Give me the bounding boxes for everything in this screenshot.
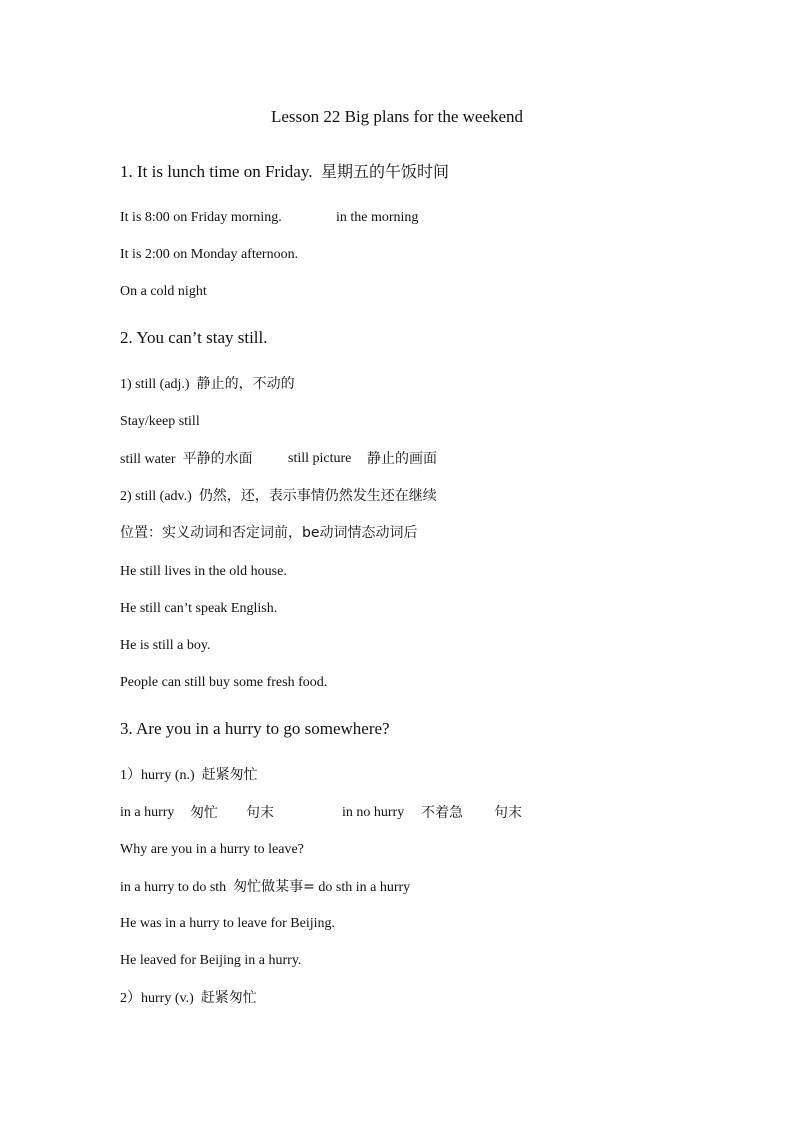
definition-label: 2) still (adv.) [120,489,192,504]
text-line: It is 2:00 on Monday afternoon. [120,247,299,262]
definition-cn: 仍然，还，表示事情仍然发生还在继续 [198,488,437,504]
definition-cn: 赶紧匆忙 [201,767,258,783]
phrase-cn: 平静的水面 [182,451,253,467]
phrase-en: in a hurry [120,805,175,820]
phrase-en: in a hurry to do sth [120,880,227,895]
position-note: 位置：实义动词和否定词前，be动词情态动词后 [120,525,418,541]
phrase-cn: 静止的画面 [367,451,437,467]
section-1-heading [120,161,449,183]
phrase-en: still picture [288,451,352,466]
phrase-en: in no hurry [342,805,405,820]
text-line: He was in a hurry to leave for Beijing. [120,916,335,931]
text-line [120,486,437,507]
section-2-heading: 2. You can’t stay still. [120,328,268,347]
text-line [120,449,437,470]
position-cn: 句末 [246,805,274,821]
position-cn: 句末 [494,805,522,821]
text-line [120,803,522,823]
text-line: Stay/keep still [120,414,200,429]
definition-label: 1）hurry (n.) [120,768,195,783]
phrase-en: do sth in a hurry [318,880,411,895]
example-sentence: It is 8:00 on Friday morning. [120,210,282,225]
phrase-cn: 匆忙 [190,805,218,821]
phrase-en: still water [120,452,176,467]
section-1-heading-cn: 星期五的午饭时间 [321,162,450,181]
text-line: He still can’t speak English. [120,601,278,616]
phrase-cn: 匆忙做某事= [233,879,315,895]
phrase-note: in the morning [336,210,419,225]
section-3-heading: 3. Are you in a hurry to go somewhere? [120,719,390,738]
text-line [120,765,258,786]
definition-cn: 静止的，不动的 [196,376,295,392]
section-1-heading-text: 1. It is lunch time on Friday. [120,162,313,181]
text-line [120,877,410,898]
text-line [120,988,257,1009]
document-title: Lesson 22 Big plans for the weekend [270,107,524,126]
text-line: He still lives in the old house. [120,564,287,579]
text-line [120,208,419,228]
definition-label: 1) still (adj.) [120,377,190,392]
definition-label: 2）hurry (v.) [120,991,194,1006]
text-line [120,374,295,395]
text-line: People can still buy some fresh food. [120,675,328,690]
phrase-cn: 不着急 [421,805,463,821]
text-line: On a cold night [120,284,207,299]
text-line: He is still a boy. [120,638,211,653]
text-line: Why are you in a hurry to leave? [120,842,304,857]
text-line: He leaved for Beijing in a hurry. [120,953,302,968]
definition-cn: 赶紧匆忙 [200,990,257,1006]
